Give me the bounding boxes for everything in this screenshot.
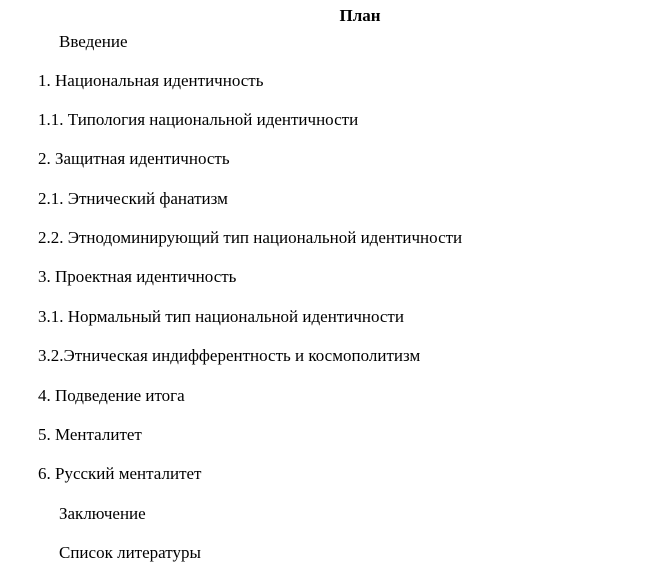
toc-item-6: 6. Русский менталитет [38, 464, 202, 483]
toc-item-2: 2. Защитная идентичность [38, 149, 230, 168]
toc-item-conclusion: Заключение [59, 504, 146, 523]
toc-item-introduction: Введение [59, 32, 128, 51]
toc-item-3: 3. Проектная идентичность [38, 267, 237, 286]
toc-item-2-1: 2.1. Этнический фанатизм [38, 189, 228, 208]
toc-item-3-1: 3.1. Нормальный тип национальной идентичности [38, 307, 404, 326]
toc-item-references: Список литературы [59, 543, 201, 562]
toc-item-1: 1. Национальная идентичность [38, 71, 264, 90]
toc-item-5: 5. Менталитет [38, 425, 142, 444]
page-title: План [339, 6, 381, 25]
toc-item-2-2: 2.2. Этнодоминирующий тип национальной идентичности [38, 228, 463, 247]
toc-item-4: 4. Подведение итога [38, 386, 185, 405]
toc-item-1-1: 1.1. Типология национальной идентичности [38, 110, 359, 129]
toc-item-3-2: 3.2.Этническая индифферентность и космополитизм [38, 346, 421, 365]
